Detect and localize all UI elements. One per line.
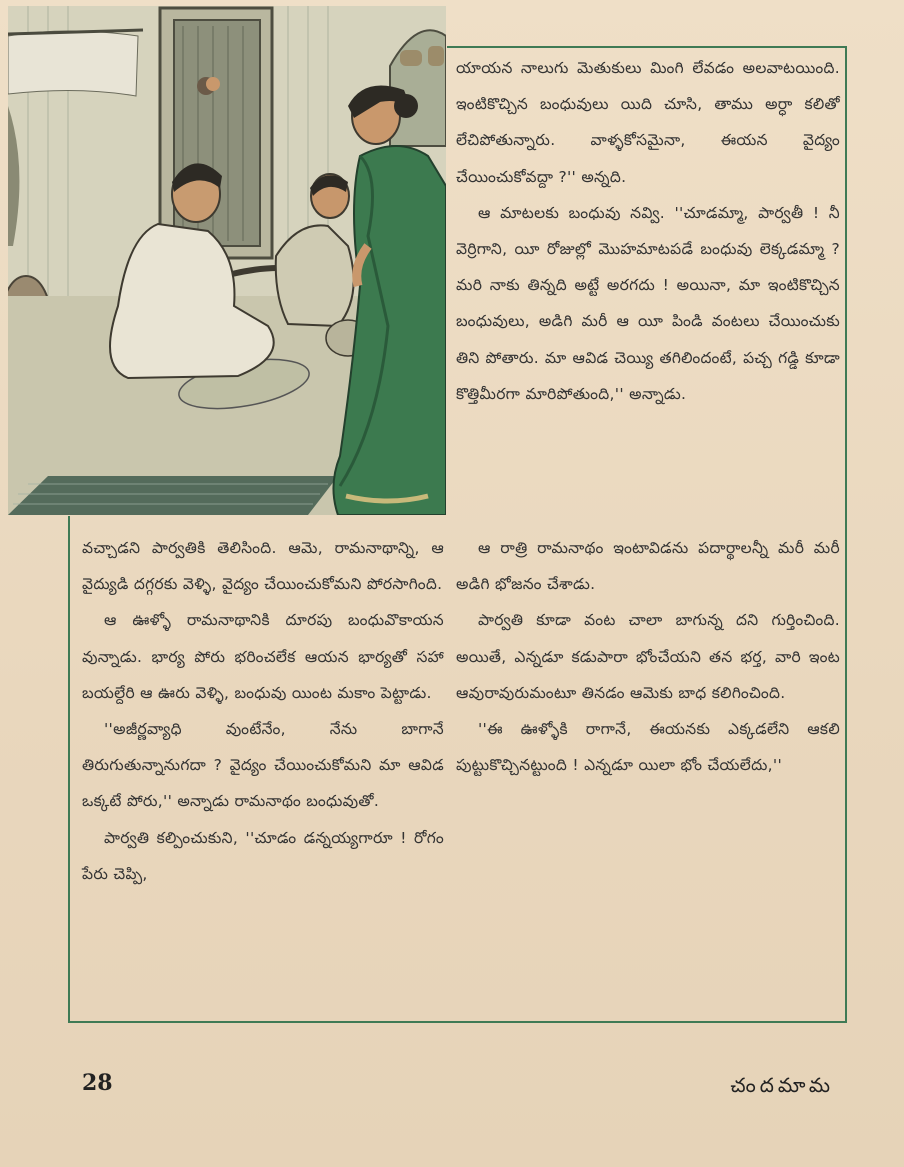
paragraph: పార్వతి కల్పించుకుని, ''చూడం డన్నయ్యగారూ ! రోగం పేరు చెప్పి,	[82, 828, 444, 883]
text-column-right-bottom	[456, 530, 840, 783]
paragraph: ఆ ఊళ్ళో రామనాథానికి దూరపు బంధువొకాయన వున్నాడు. భార్య పోరు భరించలేక ఆయన భార్యతో సహా బయల్దేరి ఆ ఊరు వెళ్ళి, బంధువు యింట మకాం పెట్టాడు.	[82, 611, 444, 702]
border-left	[68, 516, 70, 1021]
paragraph: ''ఈ ఊళ్ళోకి రాగానే, ఈయనకు ఎక్కడలేని ఆకలి పుట్టుకొచ్చినట్టుంది ! ఎన్నడూ యిలా భోం చేయలేదు,''	[456, 720, 840, 775]
border-bottom	[68, 1021, 847, 1023]
page-number: 28	[82, 1070, 113, 1096]
text-column-left	[82, 530, 444, 892]
magazine-name: చందమామ	[730, 1073, 834, 1097]
paragraph: వచ్చాడని పార్వతికి తెలిసింది. ఆమె, రామనాథాన్ని, ఆ వైద్యుడి దగ్గరకు వెళ్ళి, వైద్యం చేయించుకోమని పోరసాగింది.	[82, 539, 444, 594]
paragraph: యాయన నాలుగు మెతుకులు మింగి లేవడం అలవాటయింది. ఇంటికొచ్చిన బంధువులు యిది చూసి, తాము అర్ధా కలితో లేచిపోతున్నారు. వాళ్ళకోసమైనా, ఈయన వైద్యం చేయించుకోవద్దా ?'' అన్నది.	[456, 59, 840, 186]
paragraph: ఆ రాత్రి రామనాథం ఇంటావిడను పదార్థాలన్నీ మరీ మరీ అడిగి భోజనం చేశాడు.	[456, 539, 840, 594]
paragraph: పార్వతి కూడా వంట చాలా బాగున్న దని గుర్తించింది. అయితే, ఎన్నడూ కడుపారా భోంచేయని తన భర్త, వారి ఇంట ఆవురావురుమంటూ తినడం ఆమెకు బాధ కలిగించింది.	[456, 611, 840, 702]
story-illustration	[8, 6, 446, 515]
paragraph: ''అజీర్ణవ్యాధి వుంటేనేం, నేను బాగానే తిరుగుతున్నానుగదా ? వైద్యం చేయించుకోమని మా ఆవిడ ఒక్కటే పోరు,'' అన్నాడు రామనాథం బంధువుతో.	[82, 720, 444, 811]
illustration-drawing	[8, 6, 446, 515]
paragraph: ఆ మాటలకు బంధువు నవ్వి. ''చూడమ్మా, పార్వతీ ! నీ వెర్రిగాని, యీ రోజుల్లో మొహమాటపడే బంధువు లెక్కడమ్మా ? మరి నాకు తిన్నది అట్టే అరగదు ! అయినా, మా ఇంటికొచ్చిన బంధువులు, అడిగి మరీ ఆ యీ పిండి వంటలు చేయించుకు తిని పోతారు. మా ఆవిడ చెయ్యి తగిలిందంటే, పచ్చ గడ్డి కూడా కొత్తిమీరగా మారిపోతుంది,'' అన్నాడు.	[456, 203, 840, 403]
text-column-right-top	[456, 50, 840, 412]
